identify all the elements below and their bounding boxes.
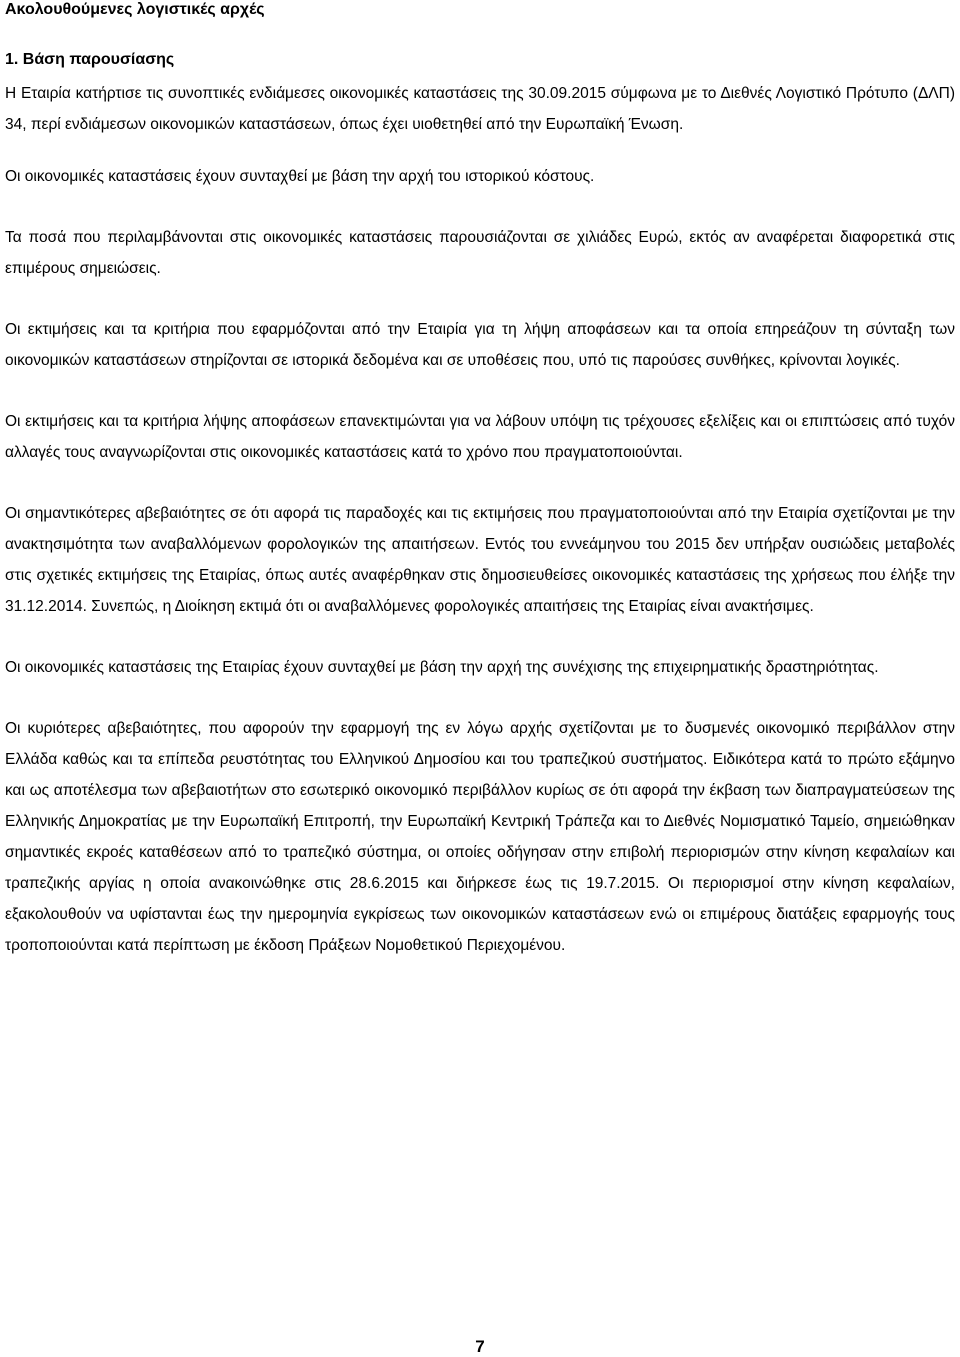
paragraph-estimates: Οι εκτιμήσεις και τα κριτήρια που εφαρμόζονται από την Εταιρία για τη λήψη αποφάσεων και τα οποία επηρεάζουν τη σύνταξη των οικονομικών καταστάσεων στηρίζονται σε ιστορικά δεδομένα και σε υποθέσεις που, υπό τις παρούσες συνθήκες, κρίνονται λογικές. xyxy=(5,321,955,369)
paragraph-historical-cost: Οι οικονομικές καταστάσεις έχουν συνταχθεί με βάση την αρχή του ιστορικού κόστους. xyxy=(5,168,595,185)
paragraph-estimates-review: Οι εκτιμήσεις και τα κριτήρια λήψης αποφάσεων επανεκτιμώνται για να λάβουν υπόψη τις τρέχουσες εξελίξεις και οι επιπτώσεις από τυχόν αλλαγές τους αναγνωρίζονται στις οικονομικές καταστάσεις κατά το χρόνο που πραγματοποιούνται. xyxy=(5,413,955,461)
document-title: Ακολουθούμενες λογιστικές αρχές xyxy=(5,1,265,18)
paragraph-main-uncertainties: Οι κυριότερες αβεβαιότητες, που αφορούν την εφαρμογή της εν λόγω αρχής σχετίζονται με το δυσμενές οικονομικό περιβάλλον στην Ελλάδα καθώς και τα επίπεδα ρευστότητας του Ελληνικού Δημοσίου και του τραπεζικού συστήματος. Ειδικότερα κατά το πρώτο εξάμηνο και ως αποτέλεσμα των αβεβαιοτήτων στο εσωτερικό οικονομικό περιβάλλον κυρίως σε ότι αφορά την έκβαση των διαπραγματεύσεων της Ελληνικής Δημοκρατίας με την Ευρωπαϊκή Επιτροπή, την Ευρωπαϊκή Κεντρική Τράπεζα και το Διεθνές Νομισματικό Ταμείο, σημειώθηκαν σημαντικές εκροές καταθέσεων από το τραπεζικό σύστημα, οι οποίες οδήγησαν στην επιβολή περιορισμών στην κίνηση κεφαλαίων και τραπεζικής αργίας η οποία ανακοινώθηκε στις 28.6.2015 και διήρκεσε έως τις 19.7.2015. Οι περιορισμοί στην κίνηση κεφαλαίων, εξακολουθούν να υφίστανται έως την ημερομηνία εγκρίσεως των οικονομικών καταστάσεων ενώ οι επιμέρους διατάξεις εφαρμογής τους τροποποιούνται κατά περίπτωση με έκδοση Πράξεων Νομοθετικού Περιεχομένου. xyxy=(5,720,955,954)
document-page xyxy=(5,0,955,961)
paragraph-amounts: Τα ποσά που περιλαμβάνονται στις οικονομικές καταστάσεις παρουσιάζονται σε χιλιάδες Ευρώ, εκτός αν αναφέρεται διαφορετικά στις επιμέρους σημειώσεις. xyxy=(5,229,955,277)
paragraph-going-concern: Οι οικονομικές καταστάσεις της Εταιρίας έχουν συνταχθεί με βάση την αρχή της συνέχισης της επιχειρηματικής δραστηριότητας. xyxy=(5,659,879,676)
paragraph-uncertainties: Οι σημαντικότερες αβεβαιότητες σε ότι αφορά τις παραδοχές και τις εκτιμήσεις που πραγματοποιούνται από την Εταιρία σχετίζονται με την ανακτησιμότητα των αναβαλλόμενων φορολογικών της απαιτήσεων. Εντός του εννεάμηνου του 2015 δεν υπήρξαν ουσιώδεις μεταβολές στις σχετικές εκτιμήσεις της Εταιρίας, όπως αυτές αναφέρθηκαν στις δημοσιευθείσες οικονομικές καταστάσεις της χρήσεως που έλήξε την 31.12.2014. Συνεπώς, η Διοίκηση εκτιμά ότι οι αναβαλλόμενες φορολογικές απαιτήσεις της Εταιρίας είναι ανακτήσιμες. xyxy=(5,505,955,615)
page-number: 7 xyxy=(475,1337,485,1356)
paragraph-basis: Η Εταιρία κατήρτισε τις συνοπτικές ενδιάμεσες οικονομικές καταστάσεις της 30.09.2015 σύμφωνα με το Διεθνές Λογιστικό Πρότυπο (ΔΛΠ) 34, περί ενδιάμεσων οικονομικών καταστάσεων, όπως έχει υιοθετηθεί από την Ευρωπαϊκή Ένωση. xyxy=(5,85,955,133)
section-heading: 1. Βάση παρουσίασης xyxy=(5,51,175,68)
